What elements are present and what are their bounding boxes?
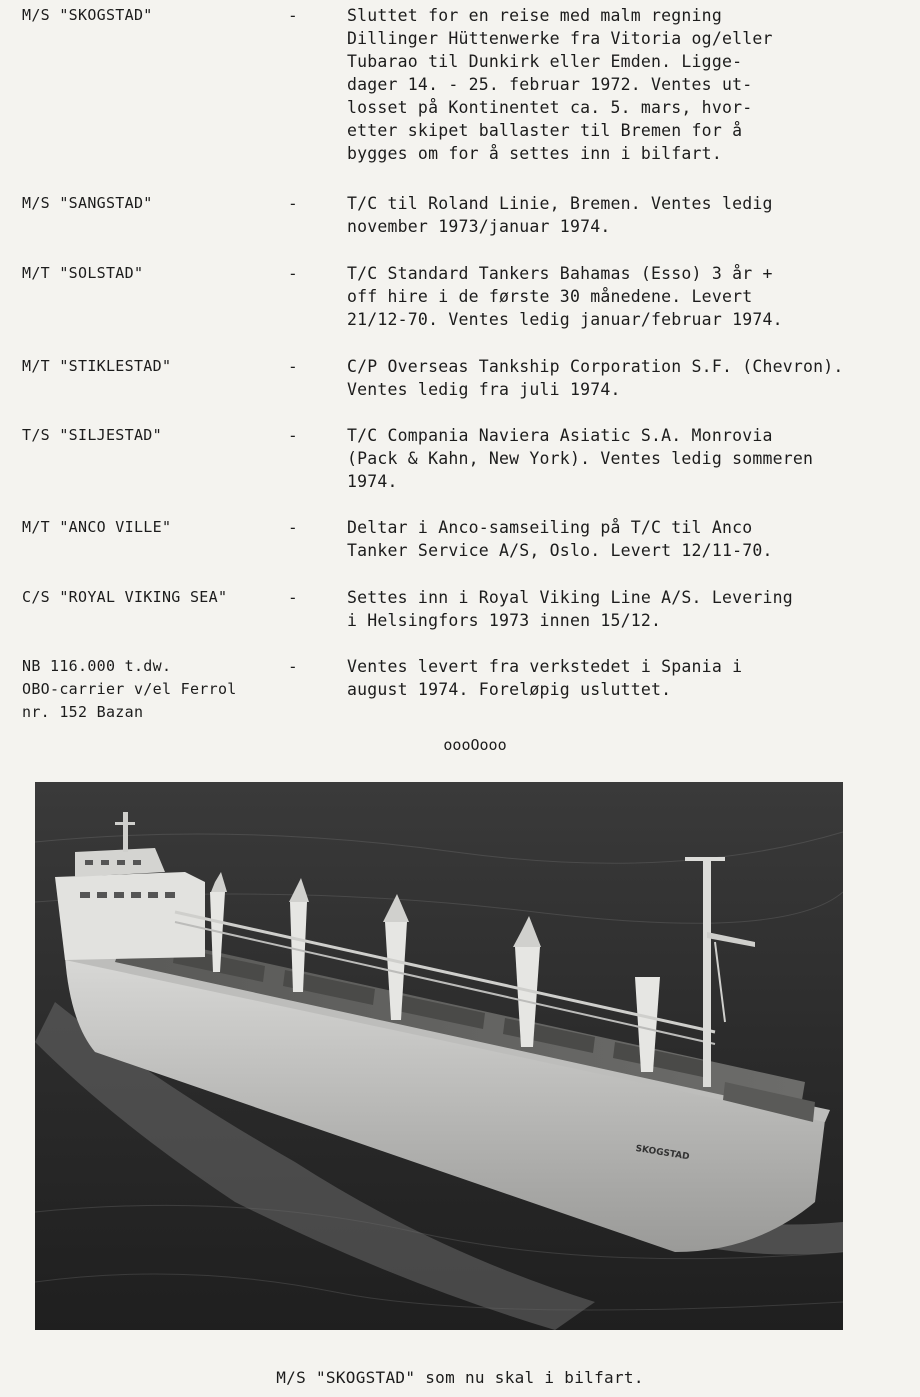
- ship-name: M/T "SOLSTAD": [22, 264, 144, 282]
- dash: -: [288, 357, 298, 376]
- ship-name: C/S "ROYAL VIKING SEA": [22, 588, 228, 606]
- dash: -: [288, 194, 298, 213]
- dash: -: [288, 264, 298, 283]
- ship-name: M/T "ANCO VILLE": [22, 518, 172, 536]
- photo-caption: M/S "SKOGSTAD" som nu skal i bilfart.: [276, 1368, 644, 1387]
- ship-name: M/T "STIKLESTAD": [22, 357, 172, 375]
- ship-name: T/S "SILJESTAD": [22, 426, 162, 444]
- dash: -: [288, 588, 298, 607]
- ship-description: C/P Overseas Tankship Corporation S.F. (Chevron). Ventes ledig fra juli 1974.: [347, 357, 844, 399]
- ship-description: T/C Standard Tankers Bahamas (Esso) 3 år + off hire i de første 30 månedene. Levert 21/12-70. Ventes ledig januar/februar 1974.: [347, 264, 783, 329]
- ship-name: NB 116.000 t.dw. OBO-carrier v/el Ferrol nr. 152 Bazan: [22, 657, 237, 721]
- dash: -: [288, 657, 298, 676]
- ship-photograph: [35, 782, 843, 1330]
- ship-description: Sluttet for en reise med malm regning Dillinger Hüttenwerke fra Vitoria og/eller Tubarao til Dunkirk eller Emden. Ligge- dager 14. - 25. februar 1972. Ventes ut- losset på Kontinentet ca. 5. mars, hvor- etter skipet ballaster til Bremen for å bygges om for å settes inn i bilfart.: [347, 6, 773, 163]
- ship-description: T/C Compania Naviera Asiatic S.A. Monrovia (Pack & Kahn, New York). Ventes ledig sommeren 1974.: [347, 426, 814, 491]
- hull-name: SKOGSTAD: [634, 1143, 691, 1163]
- section-separator: oooOooo: [443, 736, 507, 754]
- ship-description: Ventes levert fra verkstedet i Spania i august 1974. Foreløpig usluttet.: [347, 657, 743, 699]
- ship-description: Deltar i Anco-samseiling på T/C til Anco Tanker Service A/S, Oslo. Levert 12/11-70.: [347, 518, 773, 560]
- ship-description: T/C til Roland Linie, Bremen. Ventes ledig november 1973/januar 1974.: [347, 194, 773, 236]
- ship-description: Settes inn i Royal Viking Line A/S. Levering i Helsingfors 1973 innen 15/12.: [347, 588, 793, 630]
- ship-name: M/S "SKOGSTAD": [22, 6, 153, 24]
- dash: -: [288, 426, 298, 445]
- dash: -: [288, 518, 298, 537]
- dash: -: [288, 6, 298, 25]
- ship-name: M/S "SANGSTAD": [22, 194, 153, 212]
